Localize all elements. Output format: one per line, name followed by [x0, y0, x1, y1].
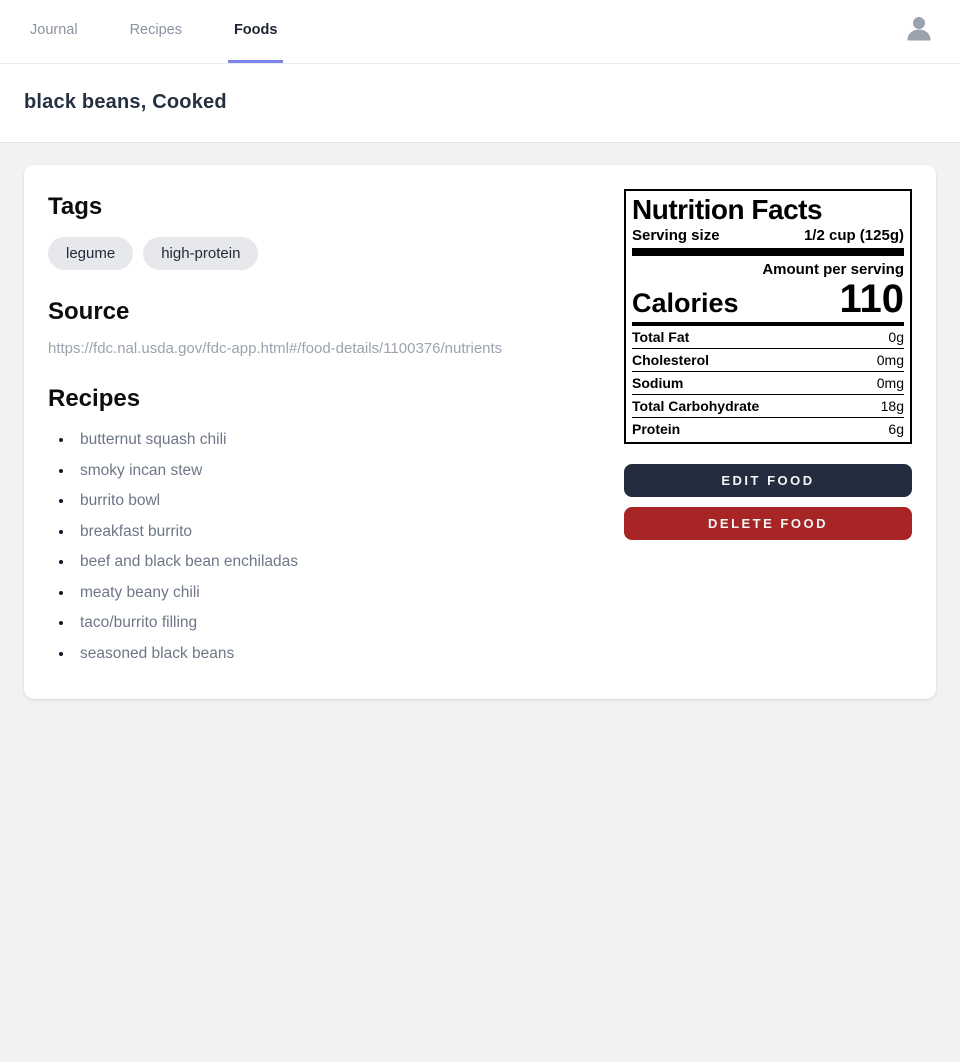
- nutrition-facts-label: [624, 189, 912, 444]
- calories-row: [632, 277, 904, 322]
- tag-chip: high-protein: [143, 237, 258, 270]
- serving-size-row: [632, 227, 904, 244]
- nav-tab-recipes[interactable]: Recipes: [129, 22, 182, 38]
- thick-rule: [632, 248, 904, 256]
- nav-tab-journal[interactable]: Journal: [30, 22, 78, 38]
- nutrient-value: 0g: [888, 329, 904, 346]
- user-avatar[interactable]: [902, 15, 936, 49]
- delete-food-button[interactable]: DELETE FOOD: [624, 507, 912, 540]
- nutrient-value: 6g: [888, 421, 904, 438]
- nutrient-rows: [632, 326, 904, 440]
- nutrient-label: Cholesterol: [632, 352, 710, 369]
- food-detail-left-column: [48, 189, 600, 675]
- recipe-list-item[interactable]: • seasoned black beans: [74, 645, 600, 663]
- nav-tabs: [24, 0, 283, 63]
- source-heading: Source: [48, 298, 130, 325]
- recipe-list-item[interactable]: • butternut squash chili: [74, 431, 600, 449]
- calories-label: Calories: [632, 287, 739, 318]
- serving-size-label: Serving size: [632, 227, 720, 245]
- nutrient-row: [632, 394, 904, 417]
- nutrient-label: Protein: [632, 421, 681, 438]
- recipe-list-item[interactable]: • meaty beany chili: [74, 584, 600, 602]
- nutrient-label: Sodium: [632, 375, 684, 392]
- nutrient-row: [632, 417, 904, 440]
- tag-chip-row: [48, 237, 600, 270]
- recipe-list-item[interactable]: • taco/burrito filling: [74, 614, 600, 632]
- calories-value: 110: [839, 277, 904, 322]
- amount-per-serving-label: Amount per serving: [762, 261, 904, 279]
- nutrient-row: [632, 326, 904, 348]
- recipe-list-item[interactable]: • burrito bowl: [74, 492, 600, 510]
- nav-tab-foods[interactable]: Foods: [228, 0, 284, 63]
- nutrition-facts-title: Nutrition Facts: [632, 194, 823, 225]
- serving-size-value: 1/2 cup (125g): [803, 227, 904, 245]
- tags-heading: Tags: [48, 193, 103, 220]
- nutrient-label: Total Carbohydrate: [632, 398, 760, 415]
- nutrient-row: [632, 348, 904, 371]
- food-detail-right-column: [624, 189, 912, 675]
- recipe-list: [74, 431, 600, 663]
- edit-food-button[interactable]: EDIT FOOD: [624, 464, 912, 497]
- top-navigation: [0, 0, 960, 64]
- main-content: [0, 143, 960, 721]
- recipe-list-item[interactable]: • beef and black bean enchiladas: [74, 553, 600, 571]
- food-detail-card: [24, 165, 936, 699]
- nutrient-value: 0mg: [876, 352, 904, 369]
- nutrient-value: 0mg: [876, 375, 904, 392]
- source-url-link[interactable]: https://fdc.nal.usda.gov/fdc-app.html#/food-details/1100376/nutrients: [48, 340, 503, 357]
- recipe-list-item[interactable]: • smoky incan stew: [74, 462, 600, 480]
- nutrient-row: [632, 371, 904, 394]
- person-icon: [902, 12, 936, 51]
- nutrient-label: Total Fat: [632, 329, 690, 346]
- nutrient-value: 18g: [880, 398, 904, 415]
- title-bar: [0, 64, 960, 143]
- recipes-heading: Recipes: [48, 385, 141, 412]
- tag-chip: legume: [48, 237, 133, 270]
- recipe-list-item[interactable]: • breakfast burrito: [74, 523, 600, 541]
- page-title: black beans, Cooked: [24, 91, 227, 113]
